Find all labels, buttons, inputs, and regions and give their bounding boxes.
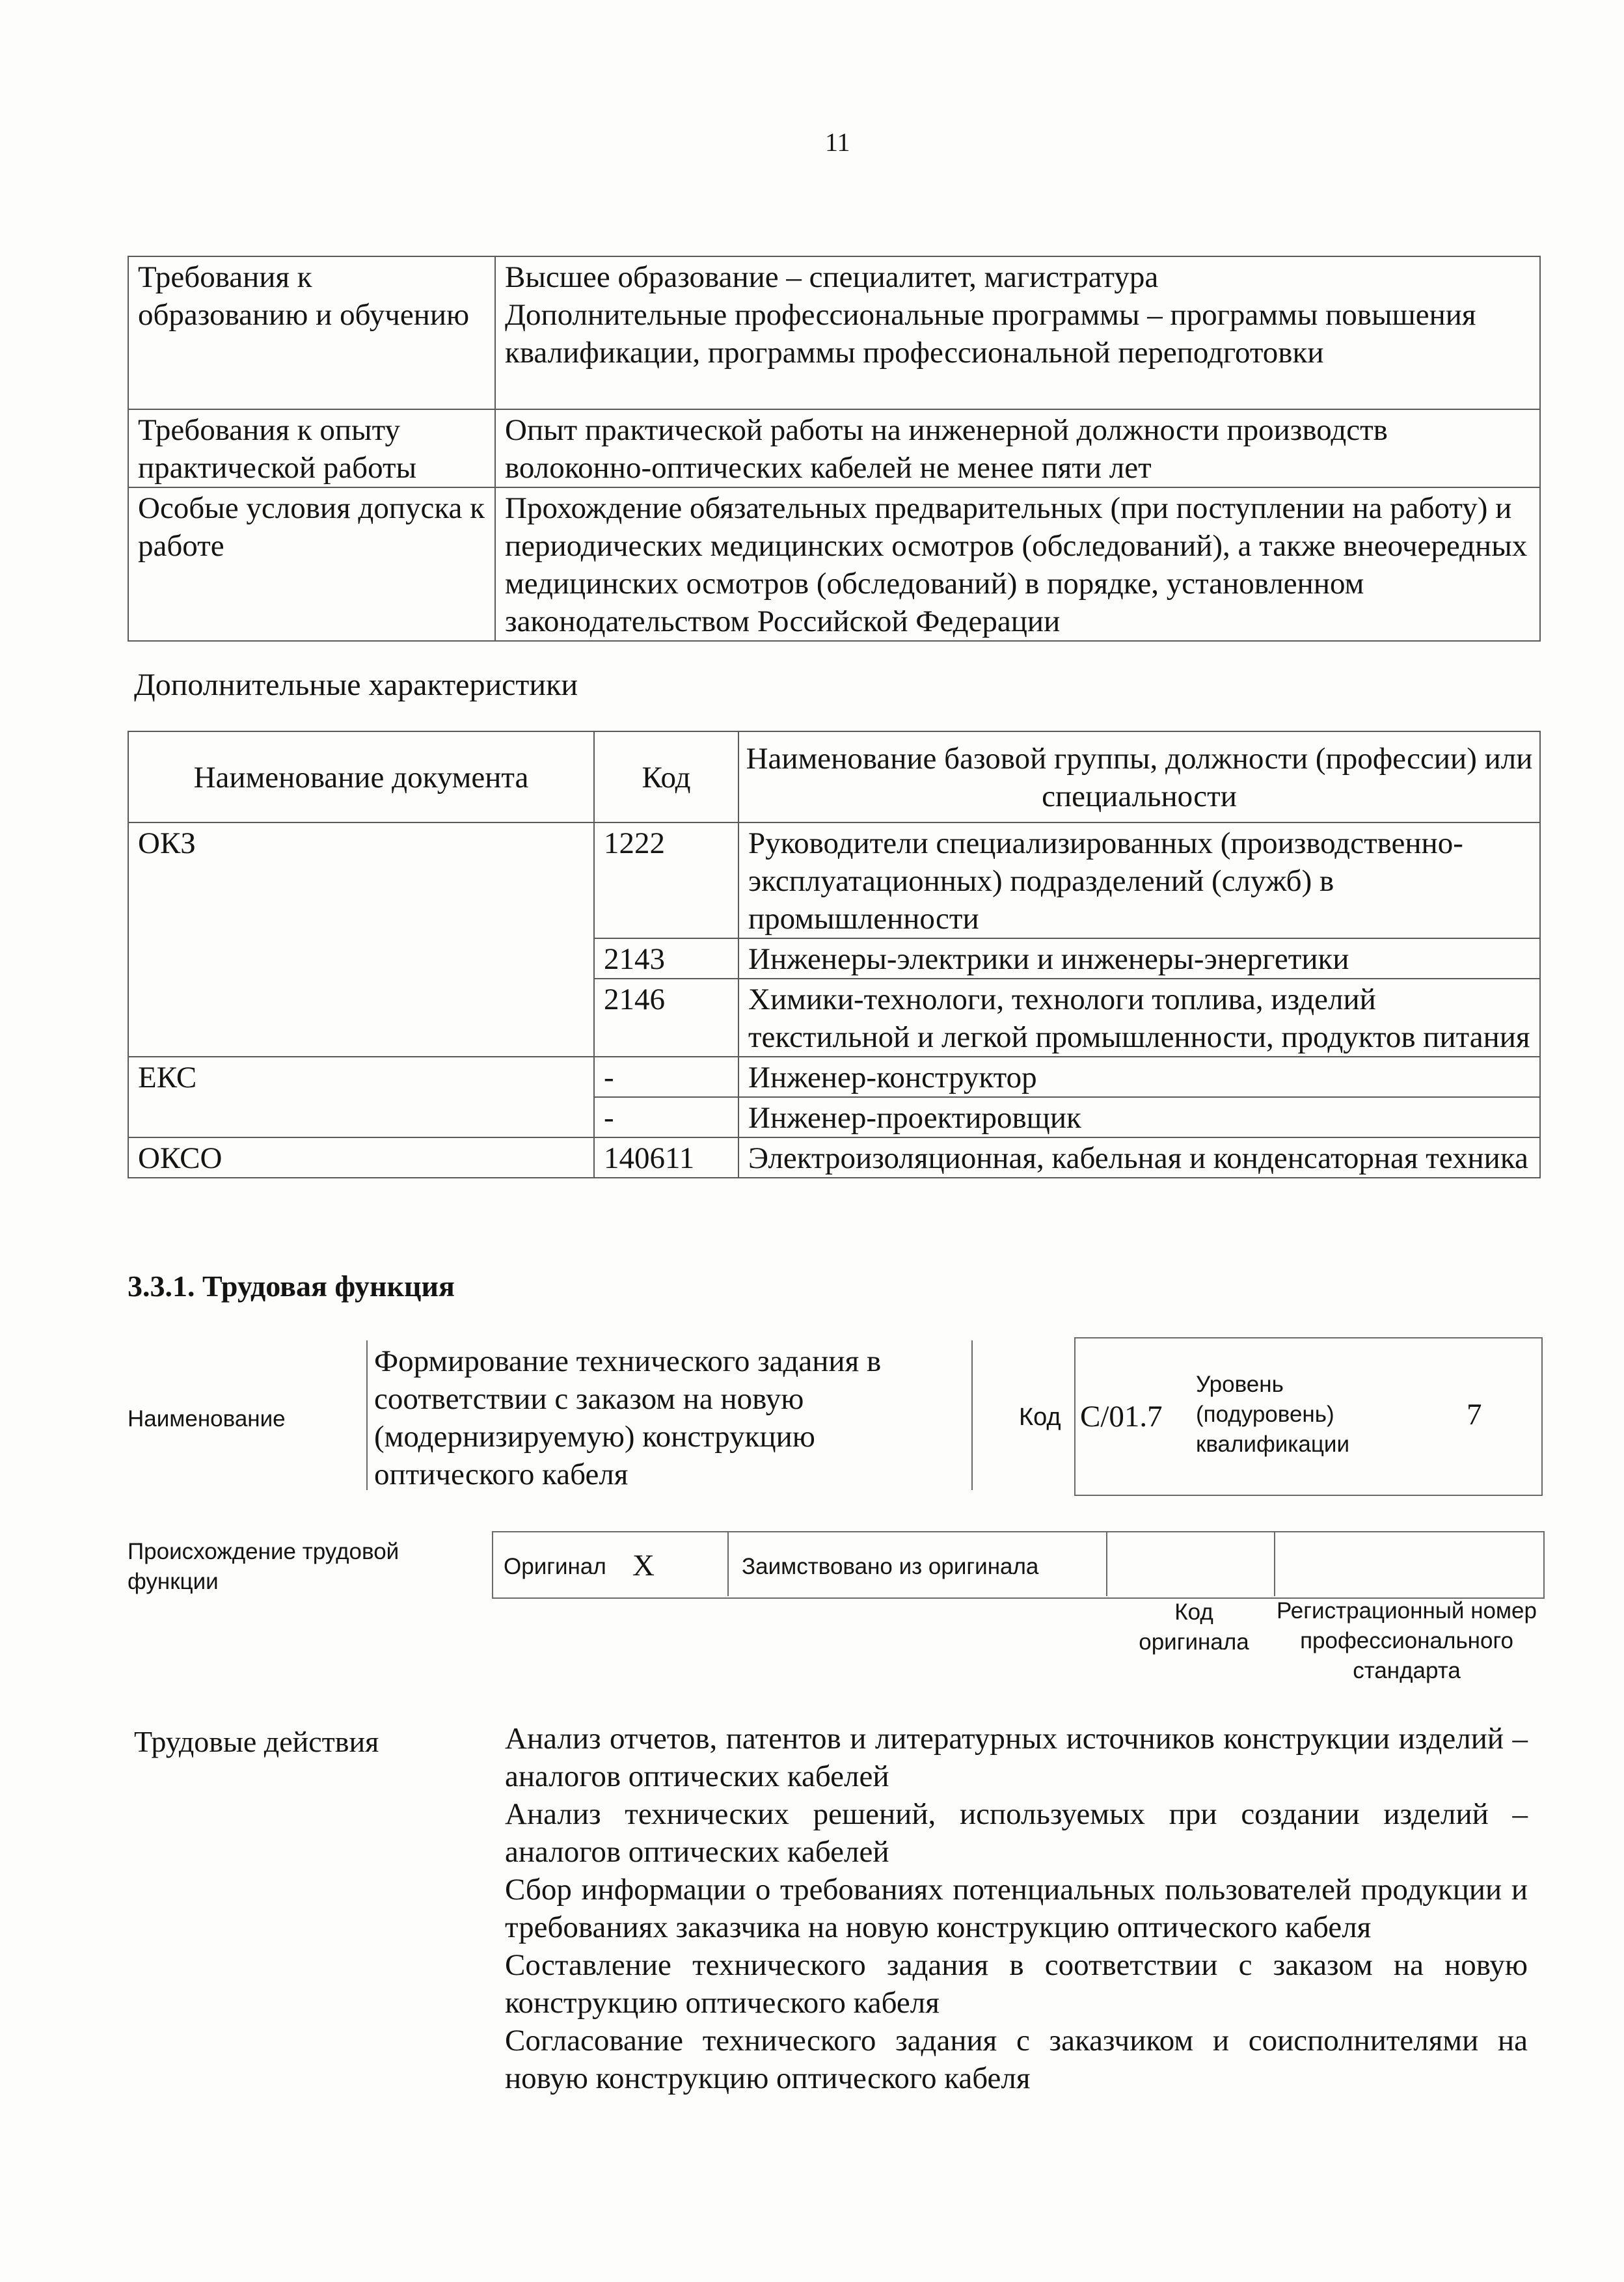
function-heading: 3.3.1. Трудовая функция	[128, 1270, 455, 1303]
code-cell: -	[594, 1097, 738, 1137]
original-label: Оригинал	[504, 1554, 606, 1579]
table-row	[128, 1057, 1540, 1097]
name-cell: Инженер-конструктор	[738, 1057, 1540, 1097]
actions-list	[505, 1720, 1528, 2097]
experience-label: Требования к опыту практической работы	[128, 409, 495, 487]
actions-label: Трудовые действия	[134, 1725, 379, 1758]
code-value: C/01.7	[1080, 1400, 1163, 1433]
doc-cell: ОКСО	[128, 1137, 594, 1178]
action-item: Анализ отчетов, патентов и литературных источников конструкции изделий – аналогов оптических кабелей	[505, 1722, 1528, 1793]
origin-label: Происхождение трудовой функции	[128, 1539, 399, 1594]
action-item: Составление технического задания в соответствии с заказом на новую конструкцию оптического кабеля	[505, 1948, 1528, 2020]
table-row	[128, 256, 1540, 409]
action-item: Анализ технических решений, используемых при создании изделий – аналогов оптических кабелей	[505, 1797, 1528, 1869]
level-label: Уровень (подуровень) квалификации	[1196, 1372, 1349, 1457]
admission-label: Особые условия допуска к работе	[128, 487, 495, 641]
name-cell: Химики-технологи, технологи топлива, изделий текстильной и легкой промышленности, продуктов питания	[738, 979, 1540, 1057]
action-item: Согласование технического задания с заказчиком и соисполнителями на новую конструкцию оптического кабеля	[505, 2024, 1528, 2095]
doc-cell: ОКЗ	[128, 822, 594, 1057]
name-cell: Электроизоляционная, кабельная и конденсаторная техника	[738, 1137, 1540, 1178]
divider	[727, 1531, 729, 1596]
name-cell: Руководители специализированных (производственно-эксплуатационных) подразделений (служб) в промышленности	[738, 822, 1540, 938]
orig-code-label: Код оригинала	[1139, 1599, 1249, 1655]
code-cell: 2143	[594, 938, 738, 979]
divider	[1274, 1531, 1275, 1596]
experience-line: Опыт практической работы на инженерной должности производств волоконно-оптических кабелей не менее пяти лет	[505, 413, 1388, 485]
additional-table	[128, 731, 1541, 1178]
table-row	[128, 1137, 1540, 1178]
function-name-value: Формирование технического задания в соответствии с заказом на новую (модернизируемую) конструкцию оптического кабеля	[374, 1344, 882, 1491]
reg-number-label: Регистрационный номер профессионального стандарта	[1277, 1598, 1537, 1683]
name-cell: Инженер-проектировщик	[738, 1097, 1540, 1137]
code-cell: 2146	[594, 979, 738, 1057]
admission-line: Прохождение обязательных предварительных (при поступлении на работу) и периодических медицинских осмотров (обследований), а также внеочередных медицинских осмотров (обследований) в порядке, установленном законодательством Российской Федерации	[505, 491, 1528, 638]
page-number: 11	[825, 128, 850, 157]
name-cell: Инженеры-электрики и инженеры-энергетики	[738, 938, 1540, 979]
admission-value	[495, 487, 1540, 641]
code-label: Код	[1019, 1404, 1061, 1431]
education-line: Высшее образование – специалитет, магистратура	[505, 260, 1159, 294]
table-row	[128, 487, 1540, 641]
additional-title: Дополнительные характеристики	[134, 668, 578, 702]
code-cell: 1222	[594, 822, 738, 938]
original-mark: X	[632, 1549, 655, 1582]
code-cell: -	[594, 1057, 738, 1097]
name-label: Наименование	[128, 1406, 286, 1432]
level-value: 7	[1467, 1398, 1482, 1432]
table-row	[128, 409, 1540, 487]
divider	[1106, 1531, 1107, 1596]
header-name: Наименование базовой группы, должности (профессии) или специальности	[738, 731, 1540, 822]
header-code: Код	[594, 731, 738, 822]
requirements-table	[128, 256, 1541, 642]
education-value	[495, 256, 1540, 409]
experience-value	[495, 409, 1540, 487]
code-cell: 140611	[594, 1137, 738, 1178]
action-item: Сбор информации о требованиях потенциальных пользователей продукции и требованиях заказчика на новую конструкцию оптического кабеля	[505, 1873, 1528, 1944]
header-doc: Наименование документа	[128, 731, 594, 822]
table-row	[128, 822, 1540, 938]
doc-cell: ЕКС	[128, 1057, 594, 1137]
borrowed-label: Заимствовано из оригинала	[742, 1554, 1039, 1579]
education-line: Дополнительные профессиональные программы – программы повышения квалификации, программы профессиональной переподготовки	[505, 298, 1476, 370]
education-label: Требования к образованию и обучению	[128, 256, 495, 409]
table-header-row	[128, 731, 1540, 822]
